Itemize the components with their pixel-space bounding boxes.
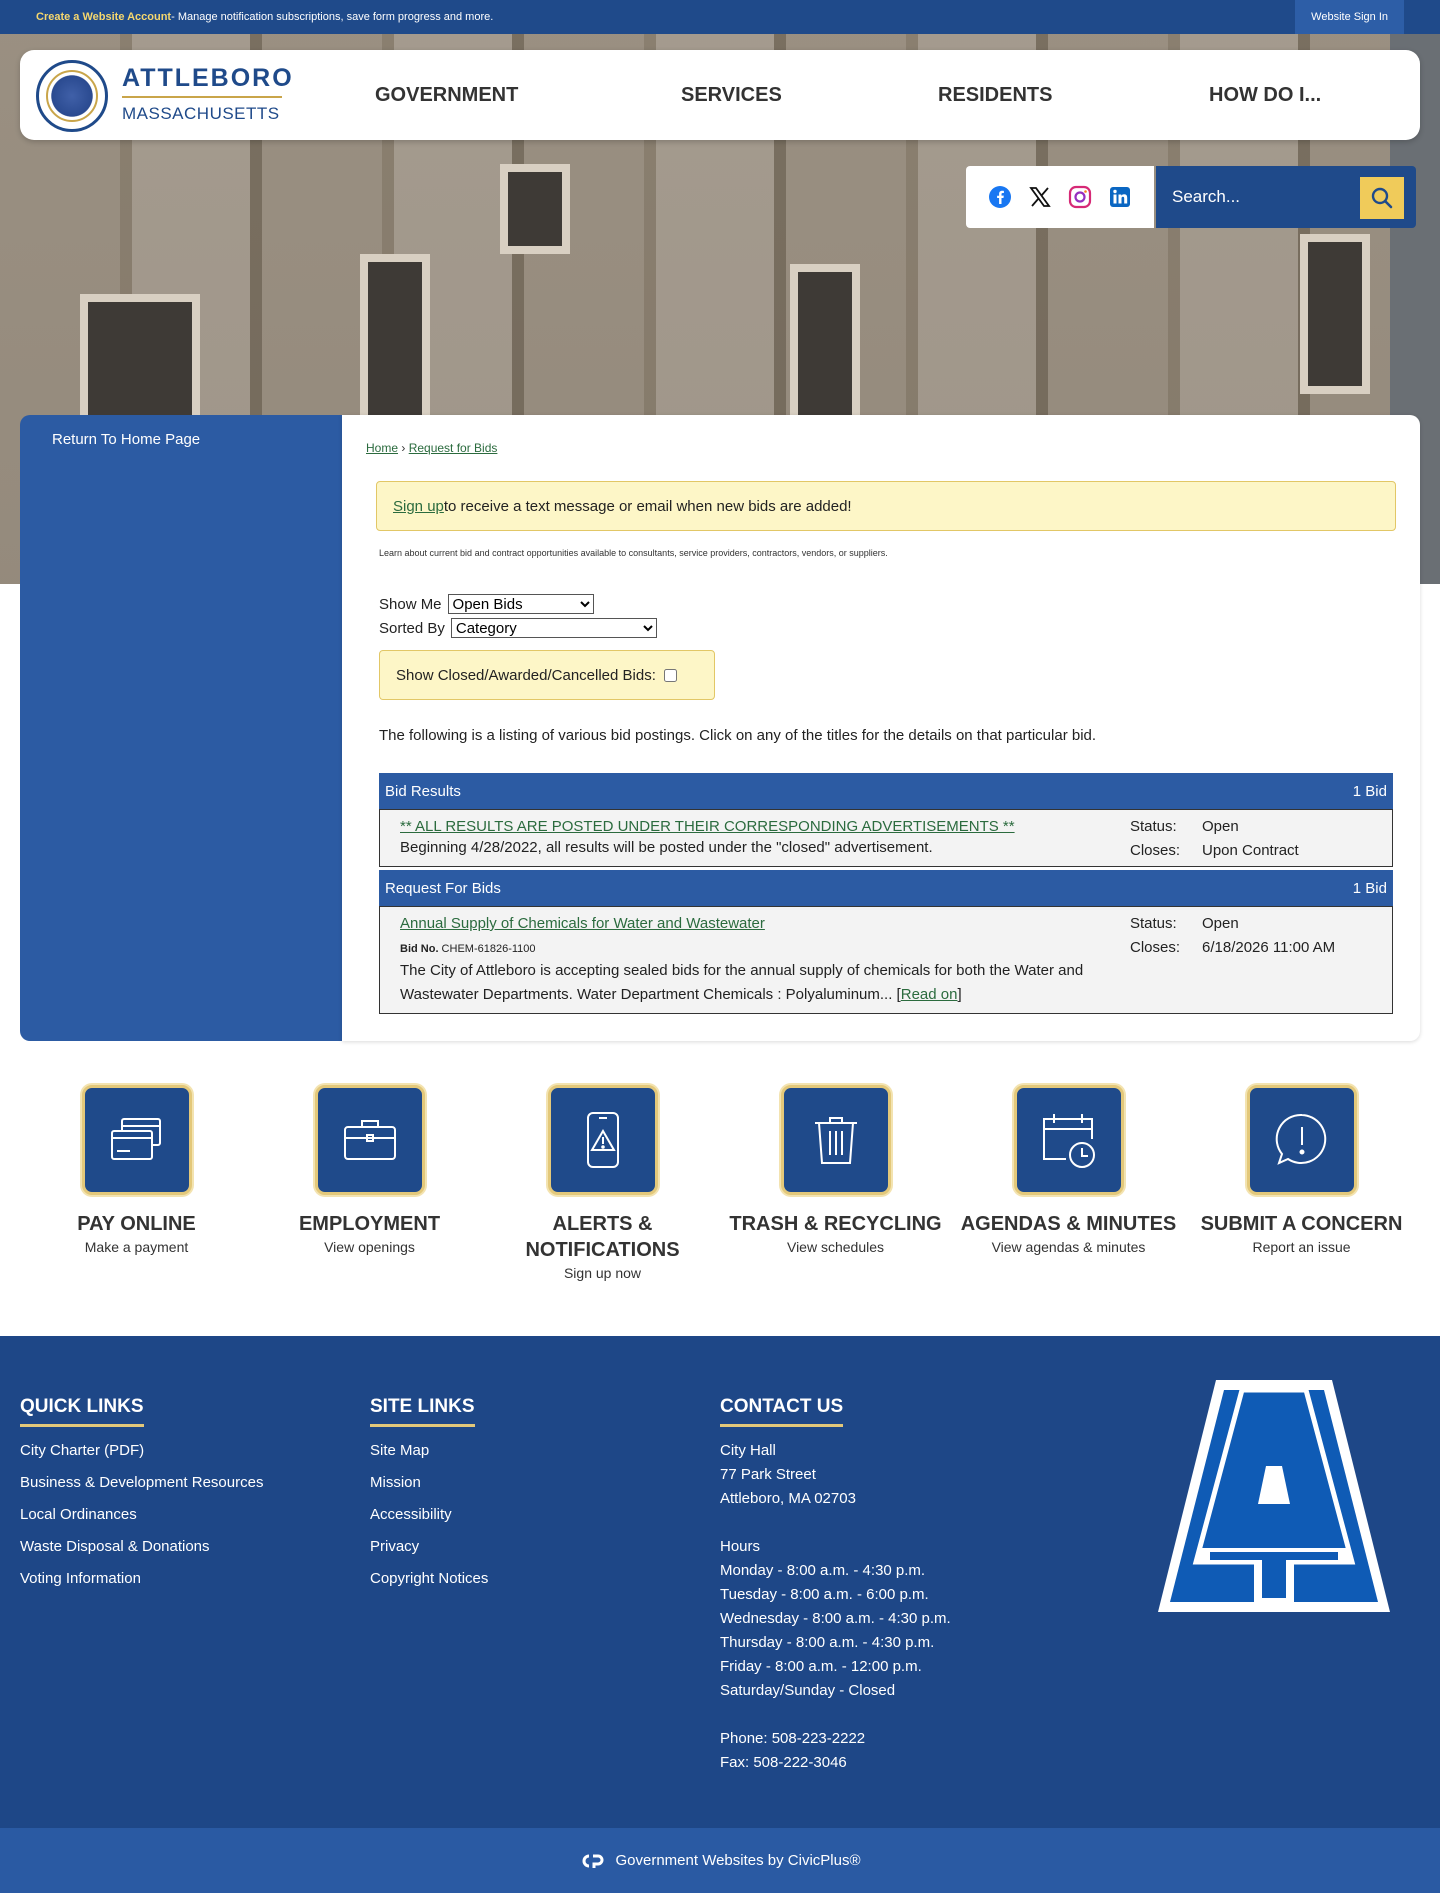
quick-link-label: EMPLOYMENT: [298, 1213, 441, 1235]
bid-closes-label: Closes:: [1130, 842, 1181, 859]
bid-description: The City of Attleboro is accepting sealed bids for the annual supply of chemicals for both the Water and Wastewater Departments. Water Department Chemicals : Polyaluminum... [Read on]: [400, 962, 1084, 1003]
quick-link-label: ALERTS & NOTIFICATIONS: [525, 1213, 680, 1261]
show-me-label: Show Me: [379, 595, 442, 613]
hero-window: [790, 264, 860, 434]
show-closed-checkbox[interactable]: [664, 669, 677, 682]
search-bar: [1156, 166, 1416, 228]
attleboro-a-logo[interactable]: [1158, 1380, 1390, 1612]
hero-window: [1300, 234, 1370, 394]
nav-how-do-i[interactable]: HOW DO I...: [1209, 83, 1322, 106]
hero-window: [500, 164, 570, 254]
bid-closes-value: Upon Contract: [1202, 842, 1299, 859]
bid-title-link[interactable]: Annual Supply of Chemicals for Water and Wastewater: [400, 915, 765, 932]
signup-alert-text: to receive a text message or email when new bids are added!: [443, 497, 852, 515]
quick-link-agendas[interactable]: [952, 1085, 1185, 1255]
quick-link-trash[interactable]: [719, 1085, 952, 1255]
bid-number-value: CHEM-61826-1100: [438, 943, 536, 955]
logo-divider: [122, 96, 282, 98]
contact-line: Monday - 8:00 a.m. - 4:30 p.m.: [720, 1562, 926, 1579]
contact-line: 77 Park Street: [720, 1466, 816, 1483]
footer-quick-links-title: QUICK LINKS: [20, 1396, 144, 1427]
bid-status-label: Status:: [1130, 915, 1177, 932]
contact-line: Saturday/Sunday - Closed: [720, 1682, 896, 1699]
breadcrumb-home-link[interactable]: Home: [366, 441, 399, 455]
bid-title-link[interactable]: ** ALL RESULTS ARE POSTED UNDER THEIR CORRESPONDING ADVERTISEMENTS **: [400, 818, 1015, 835]
civicplus-text: Government Websites by CivicPlus®: [615, 1852, 861, 1869]
category-header-bid-results[interactable]: [379, 773, 1393, 809]
footer-link[interactable]: Waste Disposal & Donations: [20, 1538, 210, 1555]
footer-contact-title: CONTACT US: [720, 1396, 843, 1427]
listing-intro: The following is a listing of various bid postings. Click on any of the titles for the details on that particular bid.: [379, 727, 1097, 744]
breadcrumb: [366, 441, 497, 455]
quick-link-sub: View openings: [324, 1239, 415, 1255]
main-content: [342, 415, 1420, 1041]
quick-link-sub: View schedules: [786, 1239, 885, 1255]
quick-link-pay-online[interactable]: [20, 1085, 253, 1255]
quick-link-label: SUBMIT A CONCERN: [1200, 1213, 1403, 1235]
quick-link-tile[interactable]: [548, 1085, 658, 1195]
quick-link-tile[interactable]: [82, 1085, 192, 1195]
contact-spacer: [720, 1513, 951, 1537]
signup-link[interactable]: Sign up: [393, 497, 444, 515]
phone-alert-icon: [568, 1105, 638, 1175]
create-account-text: - Manage notification subscriptions, save form progress and more.: [171, 11, 494, 23]
quick-link-sub: View agendas & minutes: [991, 1239, 1146, 1255]
contact-line: Wednesday - 8:00 a.m. - 4:30 p.m.: [720, 1610, 951, 1627]
contact-line: Friday - 8:00 a.m. - 12:00 p.m.: [720, 1658, 922, 1675]
sorted-by-select[interactable]: [451, 618, 657, 638]
bid-status-value: Open: [1202, 818, 1239, 835]
logo-name[interactable]: ATTLEBORO: [122, 64, 294, 92]
bid-row: [379, 906, 1393, 1014]
quick-link-alerts[interactable]: [486, 1085, 719, 1281]
nav-residents[interactable]: RESIDENTS: [938, 83, 1053, 106]
social-links: [966, 166, 1154, 228]
contact-line: City Hall: [720, 1442, 776, 1459]
contact-line: Phone: 508-223-2222: [720, 1730, 866, 1747]
contact-line: Attleboro, MA 02703: [720, 1490, 856, 1507]
quick-link-tile[interactable]: [781, 1085, 891, 1195]
search-input[interactable]: [1172, 187, 1352, 207]
footer-link[interactable]: Business & Development Resources: [20, 1474, 264, 1491]
nav-government[interactable]: GOVERNMENT: [375, 83, 519, 106]
x-icon[interactable]: [1028, 185, 1052, 209]
category-count: 1 Bid: [1352, 782, 1387, 800]
learn-text: Learn about current bid and contract opportunities available to consultants, service providers, contractors, vendors, or suppliers.: [379, 548, 888, 558]
search-icon: [1370, 186, 1394, 210]
city-seal-logo[interactable]: [36, 60, 108, 132]
footer-link[interactable]: Copyright Notices: [370, 1570, 489, 1587]
quick-link-label: PAY ONLINE: [77, 1213, 196, 1235]
site-header: [20, 50, 1420, 140]
footer-link[interactable]: Mission: [370, 1474, 421, 1491]
contact-line: Hours: [720, 1538, 761, 1555]
footer-site-links-title: SITE LINKS: [370, 1396, 475, 1427]
bid-closes-label: Closes:: [1130, 939, 1181, 956]
top-bar: [0, 0, 1440, 34]
create-account-link[interactable]: Create a Website Account: [36, 11, 172, 23]
show-closed-box: [379, 650, 715, 700]
logo-subtitle[interactable]: MASSACHUSETTS: [122, 104, 280, 123]
instagram-icon[interactable]: [1068, 185, 1092, 209]
show-closed-label: Show Closed/Awarded/Cancelled Bids:: [396, 666, 656, 684]
quick-link-sub: Report an issue: [1252, 1239, 1351, 1255]
quick-link-tile[interactable]: [1247, 1085, 1357, 1195]
footer-link[interactable]: Site Map: [370, 1442, 430, 1459]
contact-line: Tuesday - 8:00 a.m. - 6:00 p.m.: [720, 1586, 929, 1603]
facebook-icon[interactable]: [988, 185, 1012, 209]
category-name: Request For Bids: [385, 879, 501, 897]
bid-status-value: Open: [1202, 915, 1239, 932]
calendar-clock-icon: [1034, 1105, 1104, 1175]
footer-link[interactable]: City Charter (PDF): [20, 1442, 145, 1459]
footer-link[interactable]: Voting Information: [20, 1570, 141, 1587]
bid-row: [379, 809, 1393, 867]
quick-link-sub: Sign up now: [563, 1265, 642, 1281]
hero-window: [360, 254, 430, 434]
sidebar-item-return-home[interactable]: Return To Home Page: [52, 431, 201, 448]
briefcase-icon: [335, 1105, 405, 1175]
civicplus-bar[interactable]: [0, 1828, 1440, 1893]
quick-link-tile[interactable]: [315, 1085, 425, 1195]
bid-number-label: Bid No.: [400, 943, 439, 955]
bid-closes-value: 6/18/2026 11:00 AM: [1202, 939, 1336, 956]
quick-link-label: AGENDAS & MINUTES: [960, 1213, 1177, 1235]
bid-status-label: Status:: [1130, 818, 1177, 835]
bid-description: Beginning 4/28/2022, all results will be posted under the "closed" advertisement.: [400, 839, 933, 856]
footer-link[interactable]: Privacy: [370, 1538, 420, 1555]
read-on-link[interactable]: Read on: [900, 986, 958, 1003]
search-button[interactable]: [1360, 177, 1404, 219]
contact-line: Fax: 508-222-3046: [720, 1754, 847, 1771]
show-me-select[interactable]: [448, 594, 594, 614]
civicplus-logo-icon: [579, 1853, 605, 1869]
footer-contact: [720, 1396, 951, 1777]
exclamation-bubble-icon: [1267, 1105, 1337, 1175]
signup-alert-box: [376, 481, 1396, 531]
bid-number: [400, 943, 536, 955]
quick-link-employment[interactable]: [253, 1085, 486, 1255]
sorted-by-label: Sorted By: [379, 619, 445, 637]
category-name: Bid Results: [385, 782, 461, 800]
contact-spacer: [720, 1705, 951, 1729]
trash-icon: [801, 1105, 871, 1175]
site-footer: [0, 1336, 1440, 1828]
quick-link-sub: Make a payment: [84, 1239, 189, 1255]
linkedin-icon[interactable]: [1108, 185, 1132, 209]
footer-site-links: [370, 1396, 488, 1601]
nav-services[interactable]: SERVICES: [681, 83, 782, 106]
footer-quick-links: [20, 1396, 263, 1601]
footer-link[interactable]: Accessibility: [370, 1506, 452, 1523]
sidebar: [20, 415, 342, 1041]
website-sign-in-button[interactable]: Website Sign In: [1295, 0, 1404, 34]
quick-link-label: TRASH & RECYCLING: [729, 1213, 942, 1235]
category-header-request-for-bids[interactable]: [379, 870, 1393, 906]
quick-link-concern[interactable]: [1185, 1085, 1418, 1255]
bid-description-text: The City of Attleboro is accepting sealed bids for the annual supply of chemicals for both the Water and Wastewater Departments. Water Department Chemicals : Polyaluminum...: [400, 962, 1084, 1003]
bid-filters: [379, 592, 657, 640]
breadcrumb-current-link[interactable]: Request for Bids: [408, 441, 498, 455]
quick-link-tile[interactable]: [1014, 1085, 1124, 1195]
category-count: 1 Bid: [1352, 879, 1387, 897]
credit-card-icon: [102, 1105, 172, 1175]
contact-line: Thursday - 8:00 a.m. - 4:30 p.m.: [720, 1634, 935, 1651]
breadcrumb-separator: ›: [398, 441, 409, 455]
footer-link[interactable]: Local Ordinances: [20, 1506, 137, 1523]
